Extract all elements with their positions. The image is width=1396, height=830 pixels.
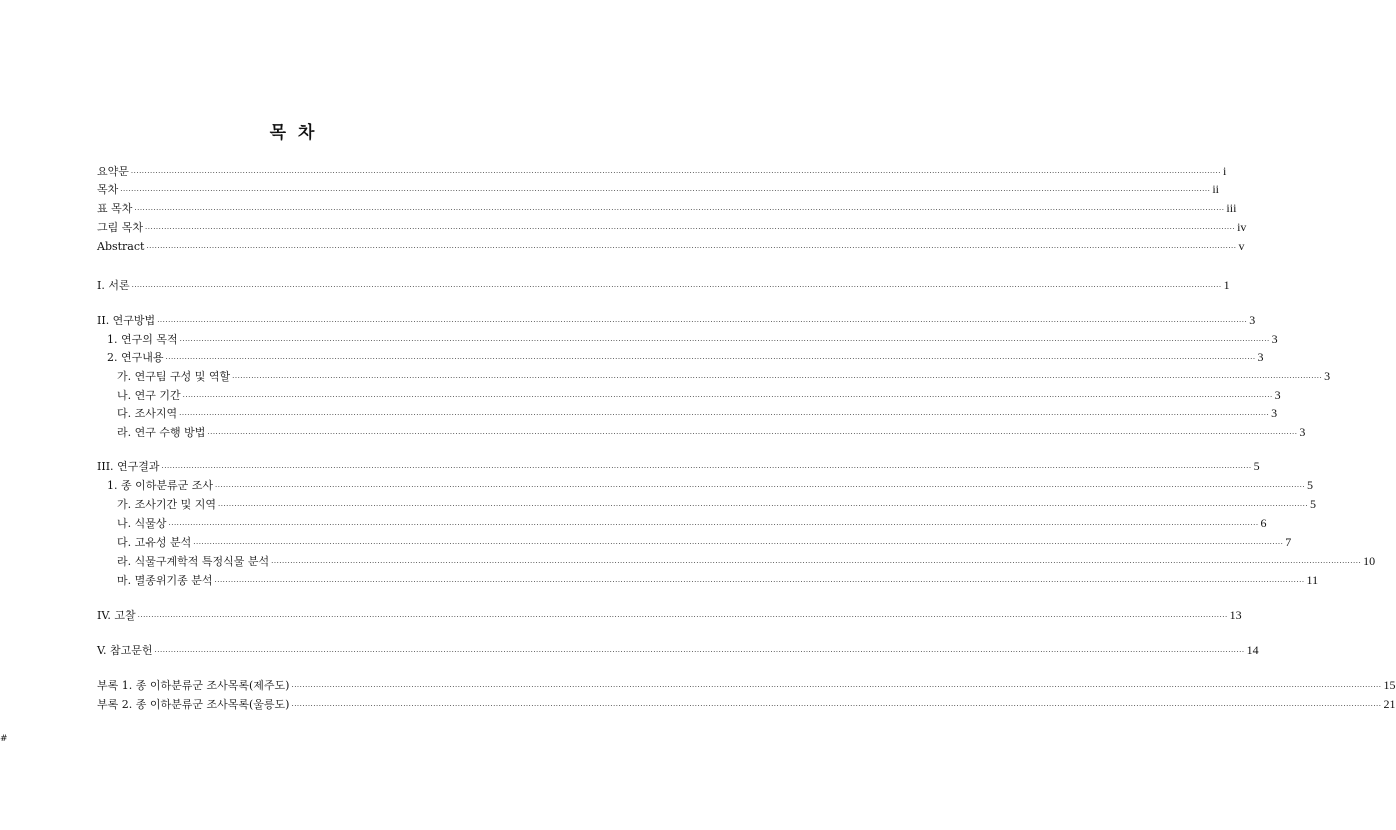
- toc-entry-label: 가. 연구팀 구성 및 역할: [117, 370, 231, 383]
- toc-leader-dots: ················································································································································································································································································································································································································: [137, 613, 1228, 621]
- toc-leader-dots: ················································································································································································································································································································································································································: [145, 225, 1236, 233]
- toc-entry-page: 3: [1249, 313, 1256, 327]
- toc-entry-label: 표 목차: [97, 202, 133, 215]
- toc-entry-page: 3: [1274, 388, 1281, 402]
- toc-entry[interactable]: [97, 162, 1227, 180]
- toc-entry-page: 14: [1246, 643, 1259, 657]
- toc-entry[interactable]: [97, 180, 1219, 198]
- toc-entry-label: 마. 멸종위기종 분석: [117, 574, 213, 587]
- toc-entry-page: 1: [1223, 278, 1230, 292]
- toc-entry-page: 15: [1383, 678, 1396, 692]
- toc-entry[interactable]: [97, 367, 1331, 385]
- toc-entry-label: 부록 2. 종 이하분류군 조사목록(울릉도): [97, 698, 290, 711]
- toc-leader-dots: ················································································································································································································································································································································································································: [179, 411, 1270, 419]
- toc-entry-label: Abstract: [97, 240, 145, 253]
- toc-leader-dots: ················································································································································································································································································································································································································: [182, 393, 1273, 401]
- toc-entry[interactable]: [97, 606, 1242, 624]
- toc-leader-dots: ················································································································································································································································································································································································································: [161, 464, 1252, 472]
- toc-entry-label: 요약문: [97, 165, 129, 178]
- toc-entry[interactable]: [97, 311, 1256, 329]
- toc-entry-page: 3: [1324, 369, 1331, 383]
- toc-entry-page: v: [1238, 239, 1245, 253]
- toc-entry-label: I. 서론: [97, 279, 130, 292]
- page-title: 목 차: [269, 123, 318, 143]
- toc-leader-dots: ················································································································································································································································································································································································································: [146, 244, 1237, 252]
- toc-entry-label: 가. 조사기간 및 지역: [117, 498, 216, 511]
- toc-entry-label: II. 연구방법: [97, 314, 156, 327]
- toc-entry-page: 3: [1271, 332, 1278, 346]
- toc-leader-dots: ················································································································································································································································································································································································································: [130, 169, 1221, 177]
- toc-entry-page: 10: [1363, 554, 1376, 568]
- toc-entry[interactable]: [97, 237, 1245, 255]
- toc-entry-page: ii: [1212, 182, 1219, 196]
- toc-leader-dots: ················································································································································································································································································································································································································: [291, 683, 1382, 691]
- toc-leader-dots: ················································································································································································································································································································································································································: [271, 559, 1362, 567]
- toc-entry[interactable]: [97, 641, 1259, 659]
- page-marker: #: [0, 734, 8, 744]
- toc-entry[interactable]: [97, 199, 1237, 217]
- toc-entry[interactable]: [97, 404, 1278, 422]
- toc-entry[interactable]: [97, 457, 1260, 475]
- toc-leader-dots: ················································································································································································································································································································································································································: [165, 355, 1256, 363]
- toc-leader-dots: ················································································································································································································································································································································································································: [120, 187, 1211, 195]
- toc-entry-label: 나. 식물상: [117, 517, 167, 530]
- toc-entry[interactable]: [97, 695, 1396, 713]
- toc-leader-dots: ················································································································································································································································································································································································································: [134, 206, 1225, 214]
- toc-entry-label: 1. 연구의 목적: [107, 333, 178, 346]
- toc-entry-page: 3: [1271, 406, 1278, 420]
- toc-leader-dots: ················································································································································································································································································································································································································: [218, 502, 1309, 510]
- toc-leader-dots: ················································································································································································································································································································································································································: [131, 283, 1222, 291]
- toc-entry[interactable]: [97, 423, 1306, 441]
- toc-entry[interactable]: [97, 514, 1267, 532]
- toc-entry-page: 11: [1306, 573, 1319, 587]
- toc-entry-page: 3: [1257, 350, 1264, 364]
- toc-leader-dots: ················································································································································································································································································································································································································: [214, 578, 1305, 586]
- toc-entry[interactable]: [97, 276, 1230, 294]
- toc-leader-dots: ················································································································································································································································································································································································································: [232, 374, 1323, 382]
- toc-entry-label: 라. 식물구계학적 특정식물 분석: [117, 555, 270, 568]
- toc-entry-label: 다. 고유성 분석: [117, 536, 192, 549]
- toc-entry-label: 목차: [97, 183, 119, 196]
- toc-entry-page: 3: [1299, 425, 1306, 439]
- toc-entry-page: iv: [1237, 220, 1247, 234]
- toc-entry[interactable]: [97, 552, 1376, 570]
- toc-entry-label: 다. 조사지역: [117, 407, 178, 420]
- toc-entry-page: 6: [1260, 516, 1267, 530]
- toc-entry-page: 5: [1310, 497, 1317, 511]
- toc-entry[interactable]: [97, 386, 1281, 404]
- toc-entry[interactable]: [97, 571, 1319, 589]
- toc-entry-label: IV. 고찰: [97, 609, 136, 622]
- toc-entry-label: 2. 연구내용: [107, 351, 164, 364]
- toc-entry-label: 부록 1. 종 이하분류군 조사목록(제주도): [97, 679, 290, 692]
- toc-leader-dots: ················································································································································································································································································································································································································: [154, 648, 1245, 656]
- toc-entry-label: V. 참고문헌: [97, 644, 153, 657]
- toc-entry[interactable]: [97, 533, 1292, 551]
- toc-leader-dots: ················································································································································································································································································································································································································: [207, 430, 1298, 438]
- toc-leader-dots: ················································································································································································································································································································································································································: [215, 483, 1306, 491]
- toc-leader-dots: ················································································································································································································································································································································································································: [157, 318, 1248, 326]
- toc-entry-page: i: [1222, 164, 1227, 178]
- toc-entry-label: 라. 연구 수행 방법: [117, 426, 206, 439]
- toc-entry-page: iii: [1226, 201, 1237, 215]
- toc-entry-page: 5: [1307, 478, 1314, 492]
- toc-entry-page: 13: [1229, 608, 1242, 622]
- toc-entry[interactable]: [97, 495, 1317, 513]
- toc-entry-page: 21: [1383, 697, 1396, 711]
- toc-entry[interactable]: [97, 676, 1396, 694]
- toc-leader-dots: ················································································································································································································································································································································································································: [168, 521, 1259, 529]
- toc-entry-label: 나. 연구 기간: [117, 389, 181, 402]
- toc-entry-page: 5: [1253, 459, 1260, 473]
- toc-entry-label: III. 연구결과: [97, 460, 160, 473]
- toc-leader-dots: ················································································································································································································································································································································································································: [179, 337, 1270, 345]
- toc-entry[interactable]: [97, 476, 1314, 494]
- toc-leader-dots: ················································································································································································································································································································································································································: [291, 702, 1382, 710]
- toc-entry-label: 1. 종 이하분류군 조사: [107, 479, 213, 492]
- toc-entry-page: 7: [1285, 535, 1292, 549]
- toc-leader-dots: ················································································································································································································································································································································································································: [193, 540, 1284, 548]
- toc-entry[interactable]: [97, 330, 1278, 348]
- toc-entry-label: 그림 목차: [97, 221, 144, 234]
- toc-entry[interactable]: [97, 348, 1264, 366]
- toc-entry[interactable]: [97, 218, 1247, 236]
